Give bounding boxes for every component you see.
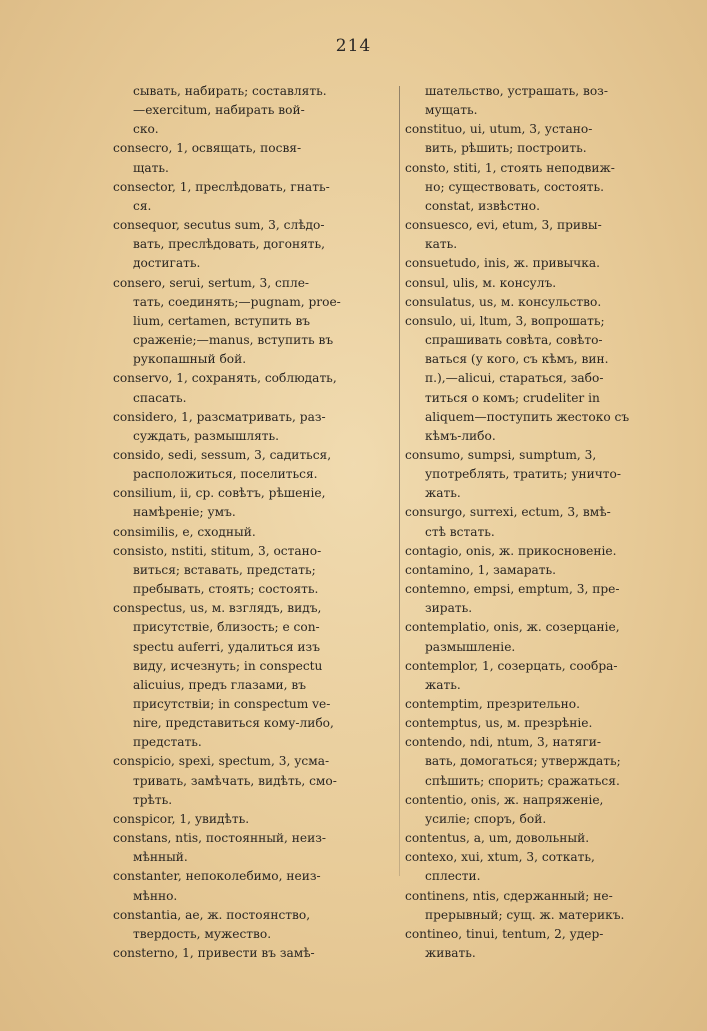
entry-headword-line: contexo, xui, xtum, 3, соткать, bbox=[405, 850, 595, 865]
entry-continuation-line: nire, представиться кому-либо, bbox=[133, 716, 334, 731]
entry-continuation-line: присутствіи; in conspectum ve- bbox=[133, 697, 331, 711]
entry-continuation-line: aliquem—поступить жестоко съ bbox=[425, 409, 630, 424]
entry-continuation-line: но; существовать, состоять. bbox=[425, 179, 605, 194]
entry-continuation-line: alicuius, предъ глазами, въ bbox=[133, 677, 307, 692]
entry-headword-line: constituo, ui, utum, 3, устано- bbox=[405, 122, 593, 137]
entry-headword-line: conservo, 1, сохранять, соблюдать, bbox=[113, 371, 337, 386]
entry-continuation-line: зирать. bbox=[425, 601, 473, 616]
entry-continuation-line: мѣнный. bbox=[133, 850, 188, 865]
entry-continuation-line: щать. bbox=[133, 160, 169, 175]
entry-continuation-line: титься о комъ; crudeliter in bbox=[425, 390, 600, 405]
entry-continuation-line: п.),—alicui, стараться, забо- bbox=[425, 371, 604, 386]
entry-headword-line: consilium, ii, ср. совѣтъ, рѣшеніе, bbox=[113, 486, 326, 501]
entry-headword-line: contendo, ndi, ntum, 3, натяги- bbox=[405, 735, 602, 750]
entry-continuation-line: тривать, замѣчать, видѣть, смо- bbox=[133, 773, 337, 788]
column-divider bbox=[399, 86, 400, 876]
entry-continuation-line: употреблять, тратить; уничто- bbox=[425, 467, 621, 482]
right-column bbox=[405, 82, 677, 963]
entry-continuation-line: присутствіе, близость; e con- bbox=[133, 620, 320, 635]
entry-continuation-line: шательство, устрашать, воз- bbox=[425, 84, 608, 98]
entry-continuation-line: жать. bbox=[425, 677, 461, 692]
entry-continuation-line: стѣ встать. bbox=[425, 524, 495, 539]
entry-headword-line: constanter, непоколебимо, неиз- bbox=[113, 869, 321, 884]
entry-headword-line: contineo, tinui, tentum, 2, удер- bbox=[405, 926, 604, 941]
entry-continuation-line: кѣмъ-либо. bbox=[425, 428, 496, 443]
entry-headword-line: considero, 1, разсматривать, раз- bbox=[113, 409, 326, 424]
entry-continuation-line: вить, рѣшить; построить. bbox=[425, 141, 587, 156]
entry-continuation-line: spectu auferri, удалиться изъ bbox=[133, 639, 320, 654]
entry-headword-line: contemplatio, onis, ж. созерцаніе, bbox=[405, 620, 620, 635]
entry-headword-line: contemptus, us, м. презрѣніе. bbox=[405, 716, 593, 731]
entry-headword-line: consuesco, evi, etum, 3, привы- bbox=[405, 218, 602, 233]
entry-headword-line: conspectus, us, м. взглядъ, видъ, bbox=[113, 601, 322, 616]
entry-headword-line: conspicor, 1, увидѣть. bbox=[113, 811, 250, 826]
entry-continuation-line: виду, исчезнуть; in conspectu bbox=[133, 658, 323, 673]
entry-continuation-line: предстать. bbox=[133, 735, 202, 750]
entry-headword-line: consul, ulis, м. консулъ. bbox=[405, 275, 557, 290]
entry-headword-line: contemplor, 1, созерцать, сообра- bbox=[405, 658, 618, 673]
entry-continuation-line: —exercitum, набирать вой- bbox=[133, 103, 305, 118]
entry-headword-line: conspicio, spexi, spectum, 3, усма- bbox=[113, 754, 330, 769]
entry-continuation-line: пребывать, стоять; состоять. bbox=[133, 582, 319, 597]
entry-headword-line: consisto, nstiti, stitum, 3, остано- bbox=[113, 543, 322, 558]
entry-continuation-line: трѣть. bbox=[133, 792, 173, 807]
entry-continuation-line: жать. bbox=[425, 486, 461, 501]
entry-headword-line: consulatus, us, м. консульство. bbox=[405, 294, 602, 309]
entry-continuation-line: мущать. bbox=[425, 103, 478, 118]
entry-continuation-line: спрашивать совѣта, совѣто- bbox=[425, 333, 603, 348]
entry-continuation-line: сывать, набирать; составлять. bbox=[133, 84, 327, 98]
entry-headword-line: constans, ntis, постоянный, неиз- bbox=[113, 831, 327, 846]
entry-continuation-line: рукопашный бой. bbox=[133, 352, 247, 367]
entry-continuation-line: прерывный; сущ. ж. материкъ. bbox=[425, 907, 625, 922]
entry-continuation-line: мѣнно. bbox=[133, 888, 178, 903]
entry-headword-line: consumo, sumpsi, sumptum, 3, bbox=[405, 447, 597, 462]
entry-headword-line: consimilis, e, сходный. bbox=[113, 524, 256, 539]
entry-headword-line: continens, ntis, сдержанный; не- bbox=[405, 888, 613, 903]
entry-continuation-line: твердость, мужество. bbox=[133, 926, 272, 941]
entry-headword-line: consuetudo, inis, ж. привычка. bbox=[405, 256, 600, 271]
entry-continuation-line: ско. bbox=[133, 122, 159, 137]
entry-continuation-line: намѣреніе; умъ. bbox=[133, 505, 236, 520]
entry-continuation-line: вать, преслѣдовать, догонять, bbox=[133, 237, 326, 252]
entry-continuation-line: достигать. bbox=[133, 256, 201, 271]
entry-continuation-line: виться; вставать, предстать; bbox=[133, 562, 316, 577]
entry-headword-line: contagio, onis, ж. прикосновеніе. bbox=[405, 543, 617, 558]
entry-headword-line: consido, sedi, sessum, 3, садиться, bbox=[113, 447, 332, 462]
entry-headword-line: contentus, a, um, довольный. bbox=[405, 831, 590, 846]
entry-continuation-line: суждать, размышлять. bbox=[133, 428, 280, 443]
entry-continuation-line: сплести. bbox=[425, 869, 481, 884]
entry-continuation-line: спѣшить; спорить; сражаться. bbox=[425, 773, 620, 788]
entry-headword-line: consector, 1, преслѣдовать, гнать- bbox=[113, 179, 330, 194]
entry-continuation-line: тать, соединять;—pugnam, proe- bbox=[133, 294, 341, 309]
entry-headword-line: consecro, 1, освящать, посвя- bbox=[113, 141, 302, 156]
entry-continuation-line: constat, извѣстно. bbox=[425, 198, 540, 213]
entry-headword-line: consterno, 1, привести въ замѣ- bbox=[113, 946, 315, 961]
entry-headword-line: contemno, empsi, emptum, 3, пре- bbox=[405, 582, 620, 597]
entry-headword-line: contentio, onis, ж. напряженіе, bbox=[405, 792, 604, 807]
entry-continuation-line: кать. bbox=[425, 237, 458, 252]
entry-headword-line: consequor, secutus sum, 3, слѣдо- bbox=[113, 218, 325, 233]
entry-headword-line: consulo, ui, ltum, 3, вопрошать; bbox=[405, 313, 605, 328]
entry-continuation-line: спасать. bbox=[133, 390, 187, 405]
entry-continuation-line: живать. bbox=[425, 946, 476, 961]
entry-continuation-line: усиліе; споръ, бой. bbox=[425, 811, 547, 826]
entry-continuation-line: размышленіе. bbox=[425, 639, 516, 654]
entry-headword-line: contamino, 1, замарать. bbox=[405, 562, 557, 577]
entry-headword-line: contemptim, презрительно. bbox=[405, 697, 580, 711]
entry-continuation-line: lium, certamen, вступить въ bbox=[133, 313, 311, 328]
entry-continuation-line: ваться (у кого, съ кѣмъ, вин. bbox=[425, 352, 609, 367]
entry-headword-line: consurgo, surrexi, ectum, 3, вмѣ- bbox=[405, 505, 611, 520]
entry-continuation-line: расположиться, поселиться. bbox=[133, 467, 318, 482]
entry-continuation-line: ся. bbox=[133, 198, 152, 213]
entry-headword-line: consto, stiti, 1, стоять неподвиж- bbox=[405, 160, 615, 175]
entry-continuation-line: сраженіе;—manus, вступить въ bbox=[133, 333, 334, 348]
entry-continuation-line: вать, домогаться; утверждать; bbox=[425, 754, 621, 769]
page-number: 214 bbox=[335, 36, 372, 56]
left-column bbox=[113, 82, 395, 963]
entry-headword-line: consero, serui, sertum, 3, спле- bbox=[113, 275, 310, 290]
entry-headword-line: constantia, ae, ж. постоянство, bbox=[113, 907, 311, 922]
